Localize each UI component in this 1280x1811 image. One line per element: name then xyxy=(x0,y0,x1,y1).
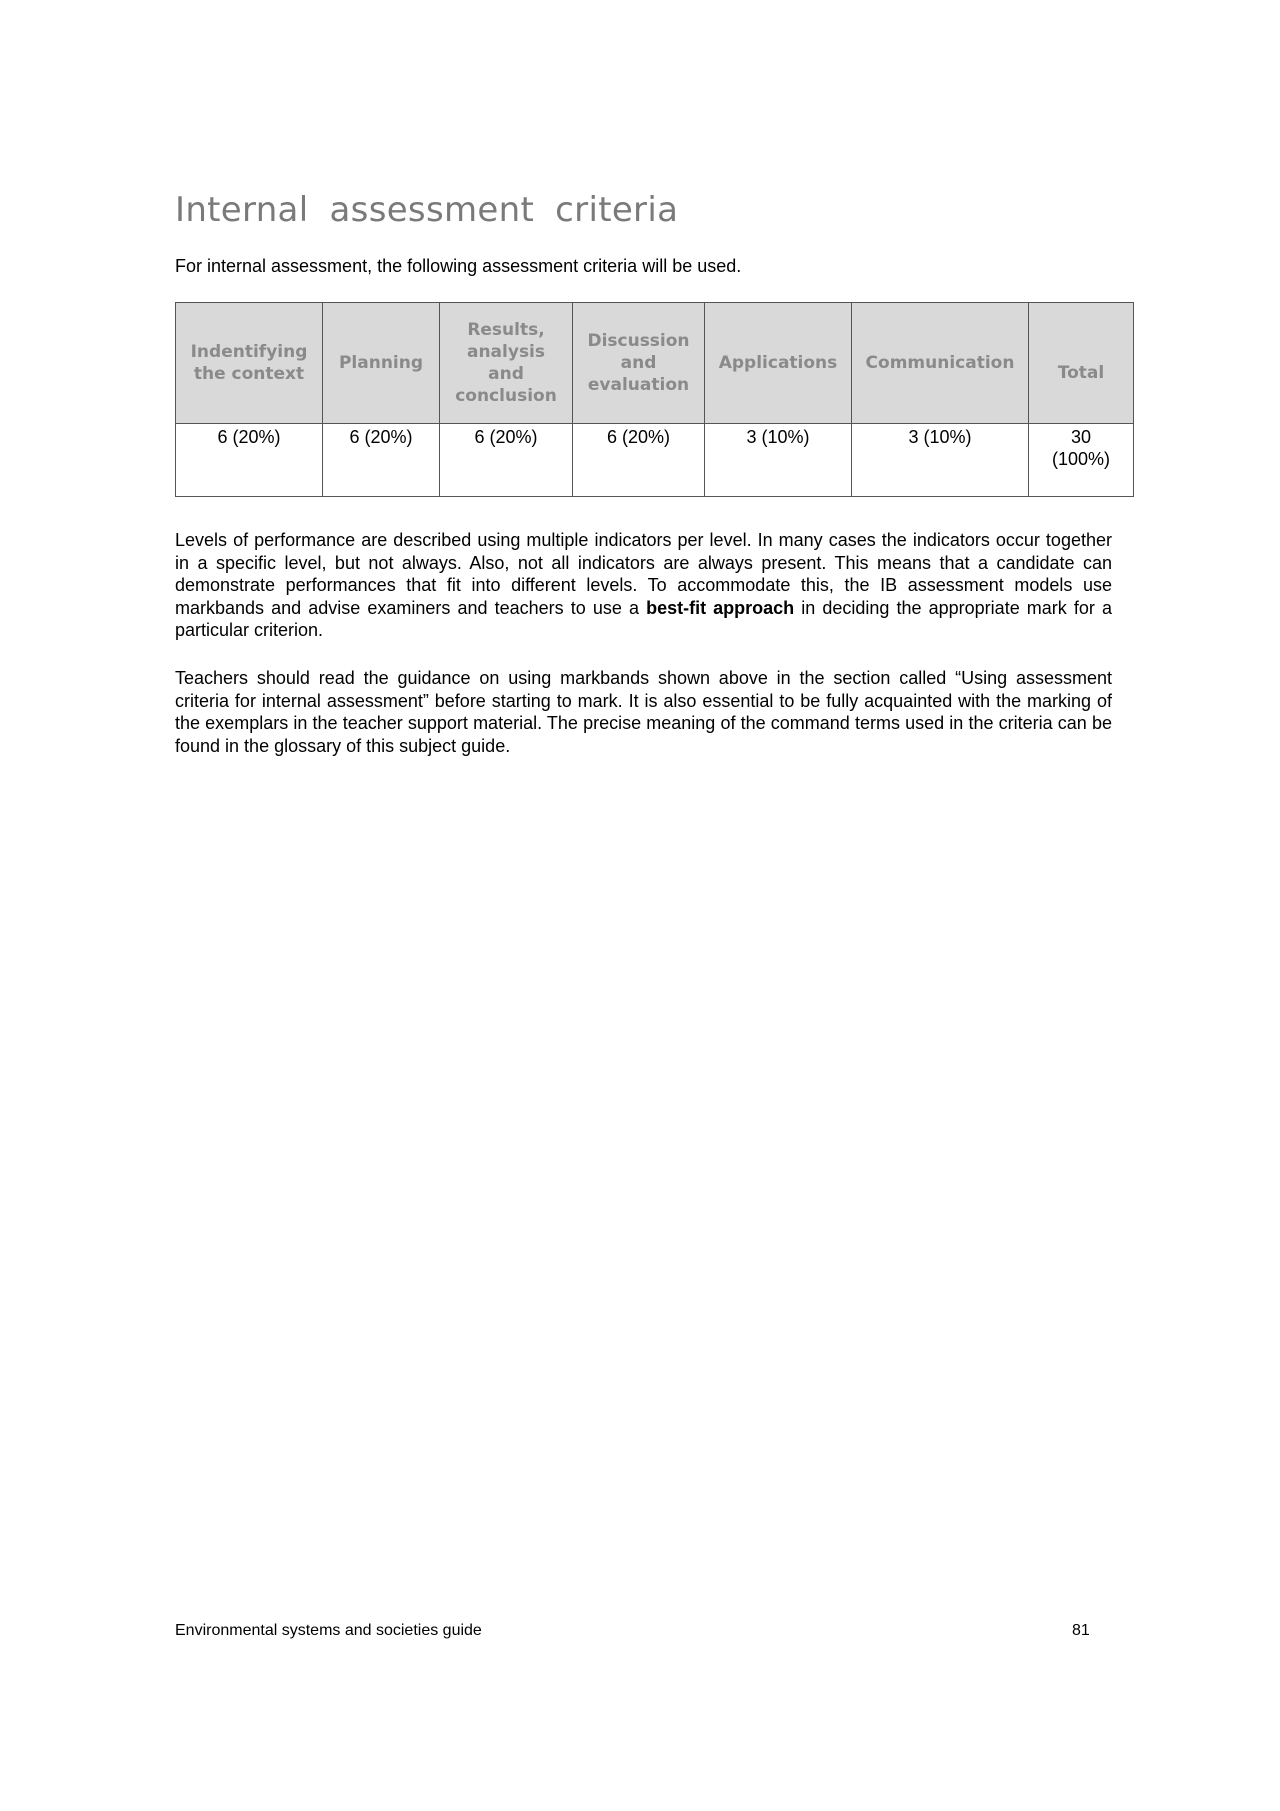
header-total: Total xyxy=(1029,303,1134,424)
page-number: 81 xyxy=(1072,1622,1090,1639)
levels-paragraph: Levels of performance are described using multiple indicators per level. In many cases the indicators occur together in a specific level, but not always. Also, not all indicators are always present. This means that a candidate can demonstrate performances that fit into different levels. To accommodate this, the IB assessment models use markbands and advise examiners and teachers to use a best-fit approach in deciding the appropriate mark for a particular criterion. xyxy=(175,530,1112,640)
criteria-header-row xyxy=(176,303,1134,424)
value-communication: 3 (10%) xyxy=(852,424,1029,497)
header-identifying-context: Indentifying the context xyxy=(176,303,323,424)
best-fit-term: best-fit approach xyxy=(646,597,795,618)
value-total: 30 (100%) xyxy=(1029,424,1134,497)
header-communication: Communication xyxy=(852,303,1029,424)
value-discussion: 6 (20%) xyxy=(573,424,705,497)
value-applications: 3 (10%) xyxy=(705,424,852,497)
footer-guide-title: Environmental systems and societies guide xyxy=(175,1622,482,1639)
value-planning: 6 (20%) xyxy=(323,424,440,497)
header-planning: Planning xyxy=(323,303,440,424)
value-results: 6 (20%) xyxy=(440,424,573,497)
value-identifying-context: 6 (20%) xyxy=(176,424,323,497)
header-results-analysis-conclusion: Results, analysis and conclusion xyxy=(440,303,573,424)
criteria-values-row xyxy=(176,424,1134,497)
teachers-paragraph: Teachers should read the guidance on using markbands shown above in the section called “Using assessment criteria for internal assessment” before starting to mark. It is also essential to be fully acquainted with the marking of the exemplars in the teacher support material. The precise meaning of the command terms used in the criteria can be found in the glossary of this subject guide. xyxy=(175,668,1112,756)
header-applications: Applications xyxy=(705,303,852,424)
criteria-table xyxy=(175,302,1134,497)
header-discussion-evaluation: Discussion and evaluation xyxy=(573,303,705,424)
intro-text: For internal assessment, the following assessment criteria will be used. xyxy=(175,256,742,276)
page-title: Internal assessment criteria xyxy=(175,190,679,230)
